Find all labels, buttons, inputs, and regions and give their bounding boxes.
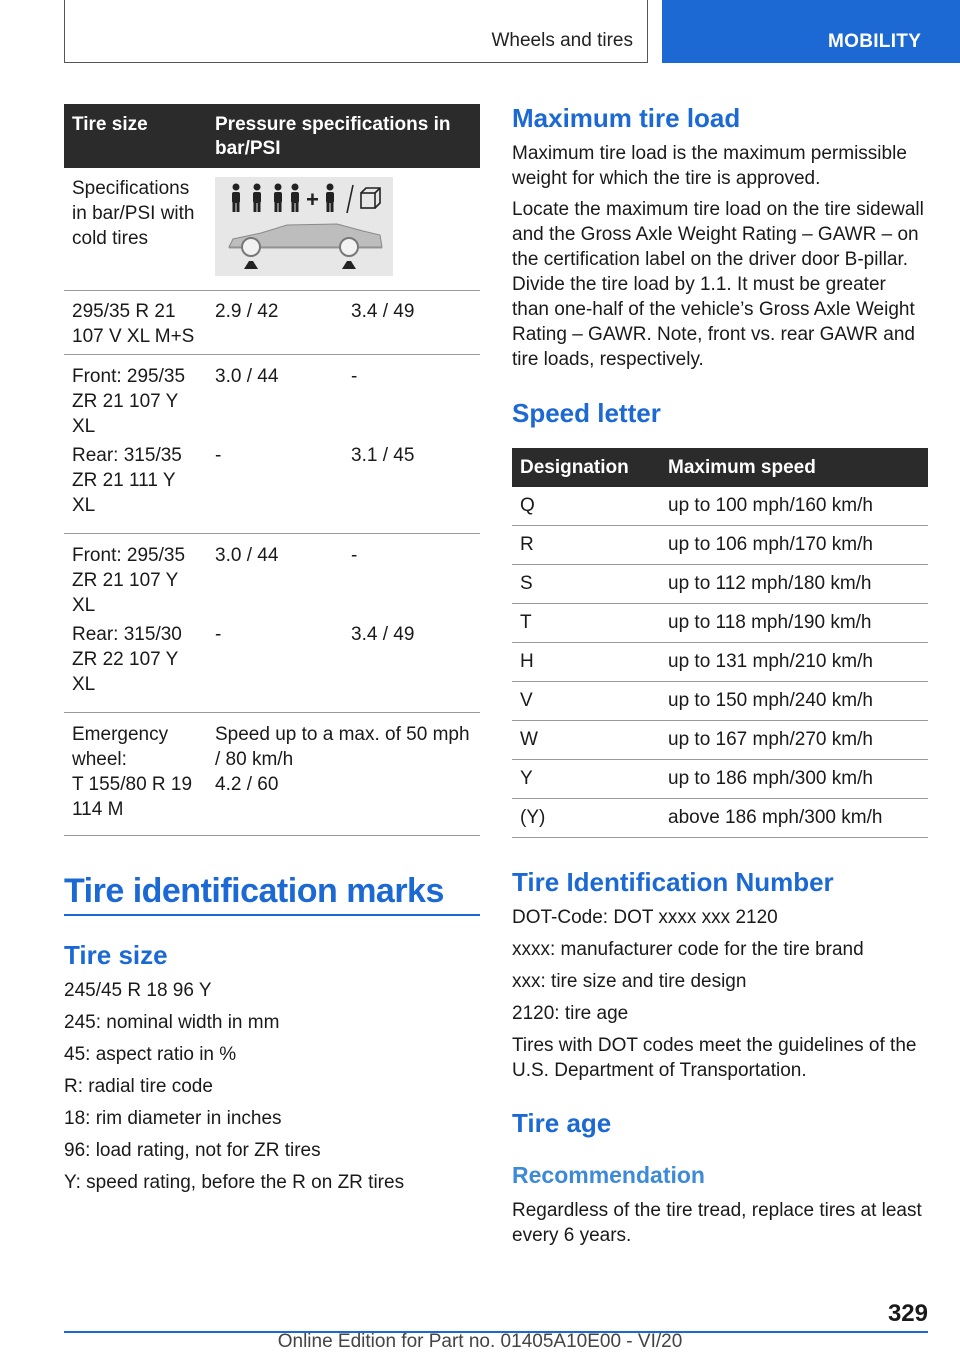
passengers-and-car-icon <box>215 177 393 276</box>
section-divider <box>64 914 480 916</box>
header-chapter-tab <box>662 0 960 63</box>
load-text <box>512 141 928 372</box>
table-row <box>512 643 928 682</box>
speed-value: above 186 mph/300 km/h <box>660 799 928 838</box>
pressure-cell: 3.4 / 49 <box>343 290 480 354</box>
table-row <box>512 604 928 643</box>
pressure-cell: 3.0 / 44 <box>215 365 279 387</box>
pressure-col-tire-size: Tire size <box>64 104 207 168</box>
speed-col-designation: Designation <box>512 448 660 487</box>
header-section-title: Wheels and tires <box>491 30 633 51</box>
table-row <box>512 721 928 760</box>
speed-value: up to 118 mph/190 km/h <box>660 604 928 643</box>
speed-value: up to 150 mph/240 km/h <box>660 682 928 721</box>
pressure-col-spec: Pressure specifications in bar/PSI <box>207 104 480 168</box>
section-title-speed: Speed letter <box>512 398 661 428</box>
tire-size-cell: 295/35 R 21 107 V XL M+S <box>64 290 207 354</box>
table-row <box>512 799 928 838</box>
tin-line: DOT-Code: DOT xxxx xxx 2120 <box>512 907 778 928</box>
emergency-pressure: 4.2 / 60 <box>207 772 343 836</box>
speed-table <box>512 448 928 838</box>
emergency-note: Speed up to a max. of 50 mph / 80 km/h <box>215 723 470 770</box>
spec-label: Specifications in bar/PSI with cold tires <box>64 168 207 290</box>
header-box <box>64 0 648 63</box>
pressure-cell: - <box>351 544 358 566</box>
pressure-cell: 3.0 / 44 <box>215 544 279 566</box>
pressure-cell: - <box>207 443 343 533</box>
speed-col-max: Maximum speed <box>660 448 928 487</box>
tin-text <box>512 905 928 1083</box>
speed-designation: W <box>512 721 660 760</box>
recommendation-title: Recommendation <box>512 1162 705 1188</box>
pressure-table <box>64 104 480 836</box>
pressure-cell: - <box>351 365 358 387</box>
section-title-age: Tire age <box>512 1108 612 1138</box>
speed-designation: R <box>512 526 660 565</box>
speed-designation: H <box>512 643 660 682</box>
marks-line: 45: aspect ratio in % <box>64 1044 237 1065</box>
marks-line: Y: speed rating, before the R on ZR tires <box>64 1172 405 1193</box>
marks-line: R: radial tire code <box>64 1076 213 1097</box>
speed-value: up to 112 mph/180 km/h <box>660 565 928 604</box>
recommendation-text: Regardless of the tire tread, replace tires at least every 6 years. <box>512 1200 922 1246</box>
section-title-marks: Tire identification marks <box>64 872 444 910</box>
speed-designation: Q <box>512 487 660 526</box>
tin-line: Tires with DOT codes meet the guidelines of the U.S. Department of Transportation. <box>512 1035 917 1081</box>
section-title-load: Maximum tire load <box>512 103 741 133</box>
pressure-cell: - <box>207 622 343 712</box>
load-pictogram <box>215 177 393 276</box>
pressure-cell: 2.9 / 42 <box>207 290 343 354</box>
speed-designation: V <box>512 682 660 721</box>
tire-size-cell: Front: 295/35 ZR 21 107 Y XL <box>72 544 186 616</box>
table-row <box>512 760 928 799</box>
speed-designation: Y <box>512 760 660 799</box>
load-paragraph: Locate the maximum tire load on the tire sidewall and the Gross Axle Weight Rating – GAWR – on the certification label on the driver door B-pillar. Divide the tire load by 1.1. It must be greater than one-half of the vehicle’s Gross Axle Weight Rating – GAWR. Note, front vs. rear GAWR and tire loads, respectively. <box>512 199 924 370</box>
emergency-label: Emergency wheel: <box>72 723 169 770</box>
marks-line: 245: nominal width in mm <box>64 1012 280 1033</box>
tin-line: 2120: tire age <box>512 1003 629 1024</box>
speed-designation: (Y) <box>512 799 660 838</box>
tire-size-cell: Front: 295/35 ZR 21 107 Y XL <box>72 365 186 437</box>
header-chapter-label: MOBILITY <box>828 31 922 52</box>
tire-size-explanation <box>64 978 480 1195</box>
speed-designation: T <box>512 604 660 643</box>
marks-line: 96: load rating, not for ZR tires <box>64 1140 321 1161</box>
table-row <box>512 682 928 721</box>
marks-line: 18: rim diameter in inches <box>64 1108 282 1129</box>
tin-line: xxx: tire size and tire design <box>512 971 747 992</box>
page-number: 329 <box>887 1300 928 1327</box>
tin-line: xxxx: manufacturer code for the tire brand <box>512 939 864 960</box>
speed-value: up to 131 mph/210 km/h <box>660 643 928 682</box>
speed-value: up to 100 mph/160 km/h <box>660 487 928 526</box>
speed-value: up to 186 mph/300 km/h <box>660 760 928 799</box>
tire-size-cell: Rear: 315/35 ZR 21 111 Y XL <box>64 443 207 533</box>
pressure-cell: 3.1 / 45 <box>343 443 480 533</box>
tire-size-cell: Rear: 315/30 ZR 22 107 Y XL <box>64 622 207 712</box>
marks-line: 245/45 R 18 96 Y <box>64 980 212 1001</box>
speed-value: up to 167 mph/270 km/h <box>660 721 928 760</box>
subsection-title-tire-size: Tire size <box>64 940 168 970</box>
footer-edition: Online Edition for Part no. 01405A10E00 - VI/20 <box>277 1331 683 1352</box>
table-row <box>512 526 928 565</box>
emergency-tire-size: T 155/80 R 19 114 M <box>64 772 207 836</box>
load-paragraph: Maximum tire load is the maximum permissible weight for which the tire is approved. <box>512 143 907 189</box>
pressure-cell: 3.4 / 49 <box>343 622 480 712</box>
table-row <box>512 565 928 604</box>
section-title-tin: Tire Identification Number <box>512 867 834 897</box>
speed-designation: S <box>512 565 660 604</box>
table-row <box>512 487 928 526</box>
speed-value: up to 106 mph/170 km/h <box>660 526 928 565</box>
